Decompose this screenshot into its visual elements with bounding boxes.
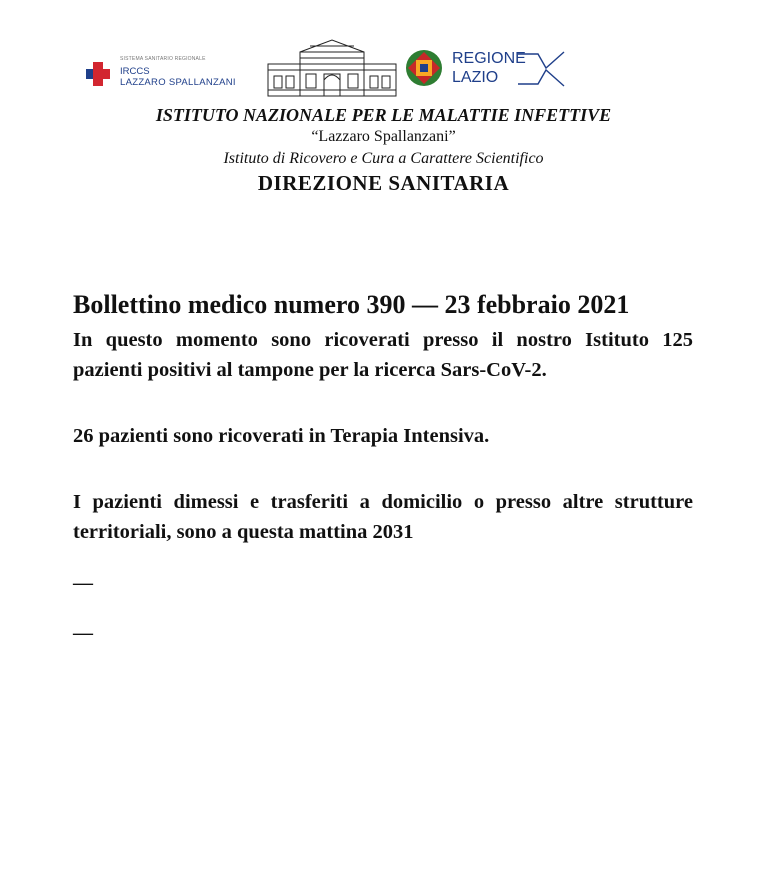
irccs-logo: [84, 50, 264, 90]
separator-dash: —: [73, 622, 93, 644]
institute-short-name: “Lazzaro Spallanzani”: [311, 128, 456, 145]
irccs-logo-small-text: SISTEMA SANITARIO REGIONALE: [120, 56, 206, 62]
bulletin-body: [73, 288, 693, 647]
department-name: DIREZIONE SANITARIA: [257, 171, 510, 195]
document-header: [0, 104, 767, 196]
irccs-logo-line1: IRCCS: [120, 66, 150, 77]
bulletin-paragraph-discharged: I pazienti dimessi e trasferiti a domicilio o presso altre strutture territoriali, sono a questa mattina 2031: [73, 491, 693, 543]
logo-bar: [84, 38, 684, 98]
lazio-emblem-icon: [404, 48, 444, 88]
separator-dash: —: [73, 572, 93, 594]
lazio-logo-line1: REGIONE: [452, 50, 526, 67]
bulletin-paragraph-icu: 26 pazienti sono ricoverati in Terapia Intensiva.: [73, 425, 490, 447]
institute-name: ISTITUTO NAZIONALE PER LE MALATTIE INFETTIVE: [155, 105, 612, 125]
building-logo-icon: [266, 38, 398, 98]
bulletin-paragraph-patients: In questo momento sono ricoverati presso il nostro Istituto 125 pazienti positivi al tampone per la ricerca Sars-CoV-2.: [73, 329, 693, 381]
institute-subtitle: Istituto di Ricovero e Cura a Carattere Scientifico: [223, 150, 544, 167]
bulletin-title: Bollettino medico numero 390 — 23 febbraio 2021: [73, 290, 630, 319]
lazio-logo-line2: LAZIO: [452, 69, 499, 86]
irccs-logo-line2: LAZZARO SPALLANZANI: [120, 77, 236, 88]
red-cross-icon: [84, 60, 112, 88]
regione-lazio-logo: [404, 46, 574, 92]
lazio-swoosh-icon: [516, 50, 566, 88]
